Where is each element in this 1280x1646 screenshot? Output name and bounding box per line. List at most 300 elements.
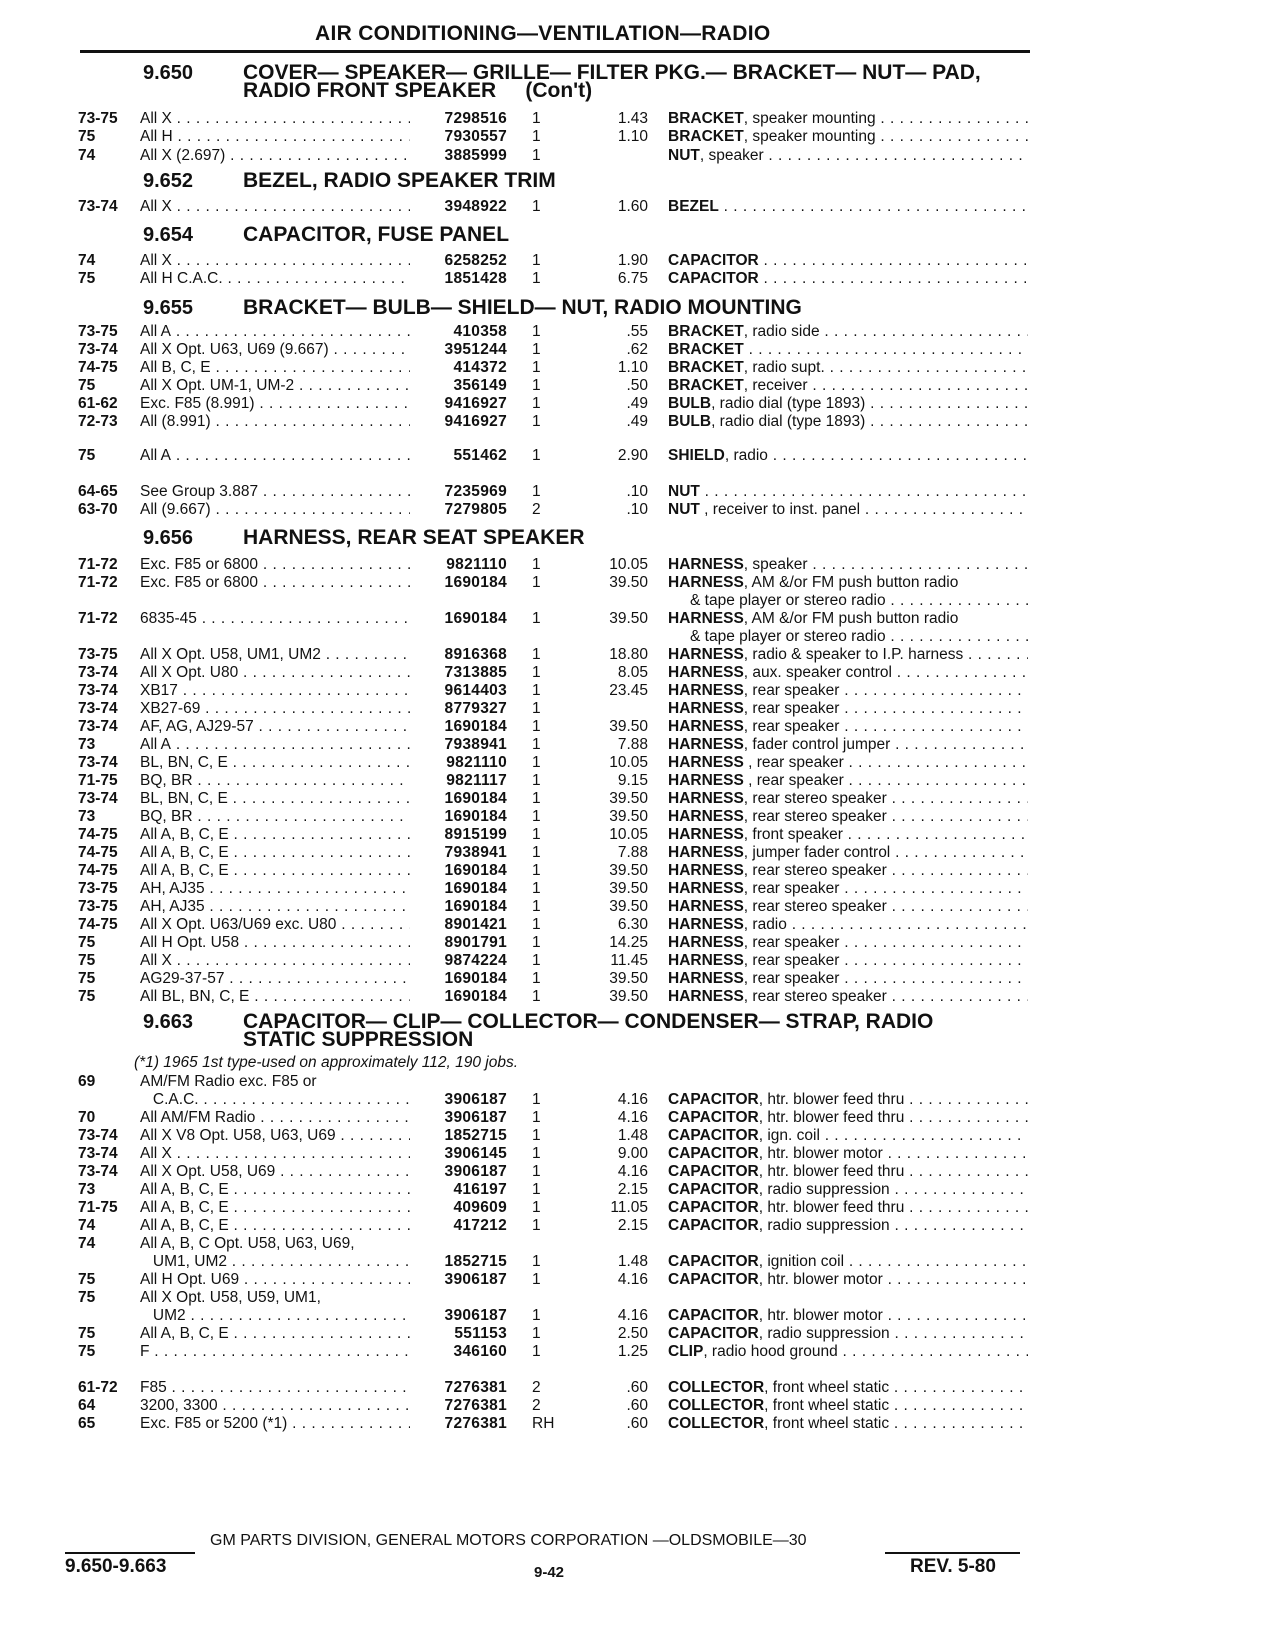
- part-row: [0, 340, 1280, 359]
- model-year: 73-74: [78, 790, 118, 807]
- part-detail: , receiver: [743, 377, 808, 394]
- model-year: 75: [78, 270, 96, 287]
- model-year: 73-74: [78, 198, 118, 215]
- part-name: HARNESS: [668, 610, 744, 627]
- model-year: 74: [78, 1217, 96, 1234]
- part-description: [668, 1090, 1028, 1109]
- part-number: 1690184: [444, 808, 507, 825]
- part-name: BULB: [668, 395, 712, 412]
- part-number: 1690184: [444, 970, 507, 987]
- model-year: 74-75: [78, 359, 118, 376]
- section-title: RADIO FRONT SPEAKER (Con't): [243, 79, 593, 102]
- part-row: [0, 969, 1280, 988]
- model-year: 73-75: [78, 880, 118, 897]
- part-detail: , radio & speaker to I.P. harness: [743, 646, 964, 663]
- part-description: [668, 197, 1028, 216]
- part-detail: , radio suppression: [758, 1181, 890, 1198]
- part-name: CAPACITOR: [668, 1091, 759, 1108]
- section-title: BRACKET— BULB— SHIELD— NUT, RADIO MOUNTING: [243, 296, 802, 319]
- section-title: BEZEL, RADIO SPEAKER TRIM: [243, 169, 556, 192]
- quantity: 1: [532, 1199, 541, 1216]
- model-year: 73: [78, 808, 96, 825]
- part-name: COLLECTOR: [668, 1415, 765, 1432]
- model-year: 75: [78, 1343, 96, 1360]
- part-row: [0, 1198, 1280, 1217]
- part-name: HARNESS: [668, 556, 744, 573]
- price: 10.05: [609, 556, 648, 573]
- price: .55: [626, 323, 648, 340]
- price: 39.50: [609, 574, 648, 591]
- part-number: 7930557: [444, 128, 507, 145]
- application: All X (2.697) . . .: [140, 146, 410, 165]
- application: C.A.C. . . .: [140, 1090, 410, 1109]
- application: BQ, BR . . .: [140, 807, 410, 826]
- price: 4.16: [617, 1271, 648, 1288]
- part-number: 7313885: [444, 664, 507, 681]
- part-row: [0, 127, 1280, 146]
- application: All X Opt. UM-1, UM-2 . . .: [140, 376, 410, 395]
- part-name: CAPACITOR: [668, 1253, 759, 1270]
- part-number: 7276381: [444, 1397, 507, 1414]
- model-year: 73-74: [78, 700, 118, 717]
- part-description: [668, 127, 1028, 146]
- part-number: 1690184: [444, 898, 507, 915]
- part-name: HARNESS: [668, 880, 744, 897]
- part-description: [668, 915, 1028, 934]
- part-detail: , speaker mounting: [743, 110, 876, 127]
- part-number: 356149: [453, 377, 507, 394]
- quantity: 1: [532, 844, 541, 861]
- part-name: HARNESS: [668, 952, 744, 969]
- part-description: [668, 681, 1028, 700]
- price: 10.05: [609, 826, 648, 843]
- quantity: 1: [532, 1145, 541, 1162]
- part-number: 7938941: [444, 736, 507, 753]
- part-row: [0, 1180, 1280, 1199]
- price: 18.80: [609, 646, 648, 663]
- quantity: 1: [532, 646, 541, 663]
- part-name: HARNESS: [668, 754, 744, 771]
- part-name: HARNESS: [668, 790, 744, 807]
- part-number: 9821110: [446, 754, 507, 771]
- part-name: BRACKET: [668, 110, 744, 127]
- price: 6.75: [617, 270, 648, 287]
- part-detail: , htr. blower motor: [758, 1307, 883, 1324]
- price: 14.25: [609, 934, 648, 951]
- price: 39.50: [609, 988, 648, 1005]
- quantity: 1: [532, 754, 541, 771]
- part-detail: , rear speaker: [743, 718, 840, 735]
- part-number: 3951244: [444, 341, 507, 358]
- part-name: HARNESS: [668, 664, 744, 681]
- part-number: 3948922: [444, 198, 507, 215]
- price: 4.16: [617, 1163, 648, 1180]
- part-detail-continuation: & tape player or stereo radio . . .: [690, 627, 1028, 646]
- price: .62: [626, 341, 648, 358]
- part-description: [668, 251, 1028, 270]
- price: 7.88: [617, 736, 648, 753]
- model-year: 70: [78, 1109, 96, 1126]
- part-description: [668, 645, 1028, 664]
- part-number: 7938941: [444, 844, 507, 861]
- part-description: [668, 735, 1028, 754]
- application: All A . . .: [140, 446, 410, 465]
- quantity: 1: [532, 341, 541, 358]
- model-year: 75: [78, 377, 96, 394]
- price: 1.25: [617, 1343, 648, 1360]
- model-year: 73-75: [78, 110, 118, 127]
- application: All H . . .: [140, 127, 410, 146]
- quantity: 1: [532, 483, 541, 500]
- application: F . . .: [140, 1342, 410, 1361]
- part-row: [0, 1324, 1280, 1343]
- price: 2.50: [617, 1325, 648, 1342]
- application: Exc. F85 or 6800 . . .: [140, 573, 410, 592]
- quantity: 1: [532, 682, 541, 699]
- part-detail: , speaker mounting: [743, 128, 876, 145]
- part-number: 3906187: [444, 1271, 507, 1288]
- application: All X Opt. U58, U69 . . .: [140, 1162, 410, 1181]
- part-number: 1690184: [444, 574, 507, 591]
- part-name: HARNESS: [668, 844, 744, 861]
- model-year: 73-75: [78, 898, 118, 915]
- application: XB27-69 . . .: [140, 699, 410, 718]
- section-note: (*1) 1965 1st type-used on approximately 112, 190 jobs.: [134, 1054, 519, 1071]
- part-number: 9416927: [444, 413, 507, 430]
- application: All X Opt. U80 . . .: [140, 663, 410, 682]
- application: All A, B, C, E . . .: [140, 843, 410, 862]
- section-number: 9.650: [143, 62, 194, 84]
- quantity: 1: [532, 413, 541, 430]
- price: 4.16: [617, 1307, 648, 1324]
- part-row-continuation: [0, 627, 1280, 646]
- part-detail: , rear speaker: [743, 880, 840, 897]
- part-name: CAPACITOR: [668, 252, 759, 269]
- part-description: [668, 1306, 1028, 1325]
- part-row: [0, 500, 1280, 519]
- quantity: 1: [532, 610, 541, 627]
- part-row: [0, 951, 1280, 970]
- price: 1.48: [617, 1127, 648, 1144]
- part-row: [0, 358, 1280, 377]
- part-detail: , radio dial (type 1893): [711, 395, 866, 412]
- quantity: 1: [532, 862, 541, 879]
- price: 2.15: [617, 1217, 648, 1234]
- model-year: 73: [78, 736, 96, 753]
- part-row: [0, 394, 1280, 413]
- quantity: 1: [532, 252, 541, 269]
- application: 3200, 3300 . . .: [140, 1396, 410, 1415]
- price: 1.48: [617, 1253, 648, 1270]
- part-description: [668, 771, 1028, 790]
- application: All X . . .: [140, 197, 410, 216]
- price: 1.90: [617, 252, 648, 269]
- part-number: 9416927: [444, 395, 507, 412]
- part-number: 7276381: [444, 1415, 507, 1432]
- part-number: 1690184: [444, 862, 507, 879]
- part-row: [0, 1216, 1280, 1235]
- quantity: 1: [532, 447, 541, 464]
- part-description: [668, 987, 1028, 1006]
- part-number: 9821110: [446, 556, 507, 573]
- quantity: 1: [532, 1325, 541, 1342]
- quantity: 1: [532, 270, 541, 287]
- part-description: [668, 146, 1028, 165]
- part-name: CAPACITOR: [668, 1271, 759, 1288]
- part-name: CAPACITOR: [668, 1325, 759, 1342]
- part-description: [668, 1126, 1028, 1145]
- part-number: 416197: [453, 1181, 507, 1198]
- section-title: COVER— SPEAKER— GRILLE— FILTER PKG.— BRACKET— NUT— PAD,: [243, 61, 981, 84]
- part-name: CAPACITOR: [668, 1109, 759, 1126]
- application: All BL, BN, C, E . . .: [140, 987, 410, 1006]
- part-row: [0, 197, 1280, 216]
- price: 1.10: [617, 359, 648, 376]
- footer-page-number: 9-42: [534, 1564, 565, 1581]
- part-number: 9821117: [446, 772, 507, 789]
- quantity: 1: [532, 826, 541, 843]
- part-name: CAPACITOR: [668, 1217, 759, 1234]
- application: XB17 . . .: [140, 681, 410, 700]
- application: All A, B, C, E . . .: [140, 1324, 410, 1343]
- model-year: 75: [78, 1325, 96, 1342]
- part-row: [0, 1270, 1280, 1289]
- model-year: 75: [78, 934, 96, 951]
- part-number: 8901791: [444, 934, 507, 951]
- model-year: 75: [78, 970, 96, 987]
- part-row: [0, 771, 1280, 790]
- part-description: [668, 269, 1028, 288]
- section-number: 9.652: [143, 170, 194, 192]
- part-row: [0, 1072, 1280, 1091]
- part-detail: , rear speaker: [743, 754, 844, 771]
- part-description: [668, 1198, 1028, 1217]
- application: AG29-37-57 . . .: [140, 969, 410, 988]
- part-number: 409609: [453, 1199, 507, 1216]
- model-year: 69: [78, 1073, 96, 1090]
- part-number: 9614403: [444, 682, 507, 699]
- part-name: NUT: [668, 147, 700, 164]
- model-year: 64: [78, 1397, 96, 1414]
- model-year: 73-74: [78, 682, 118, 699]
- part-name: HARNESS: [668, 682, 744, 699]
- part-description: [668, 789, 1028, 808]
- model-year: 73-74: [78, 1163, 118, 1180]
- part-number: 1690184: [444, 988, 507, 1005]
- application: All (9.667) . . .: [140, 500, 410, 519]
- part-description: [668, 1252, 1028, 1271]
- part-detail: , rear stereo speaker: [743, 898, 887, 915]
- part-number: 417212: [453, 1217, 507, 1234]
- part-row: [0, 109, 1280, 128]
- quantity: 1: [532, 808, 541, 825]
- part-number: 346160: [453, 1343, 507, 1360]
- application: All H Opt. U58 . . .: [140, 933, 410, 952]
- part-row: [0, 861, 1280, 880]
- part-detail: , rear speaker: [743, 700, 840, 717]
- part-row: [0, 573, 1280, 592]
- quantity: 1: [532, 952, 541, 969]
- section-number: 9.663: [143, 1011, 194, 1033]
- part-detail: , speaker: [743, 556, 808, 573]
- quantity: 1: [532, 1163, 541, 1180]
- quantity: 1: [532, 772, 541, 789]
- quantity: 1: [532, 1343, 541, 1360]
- part-detail: , rear speaker: [743, 772, 844, 789]
- part-row: [0, 879, 1280, 898]
- part-name: CLIP: [668, 1343, 704, 1360]
- price: 1.10: [617, 128, 648, 145]
- part-number: 7235969: [444, 483, 507, 500]
- part-description: [668, 753, 1028, 772]
- price: 23.45: [609, 682, 648, 699]
- price: 4.16: [617, 1091, 648, 1108]
- part-row: [0, 446, 1280, 465]
- part-detail: , htr. blower motor: [758, 1145, 883, 1162]
- part-detail: , radio supt.: [743, 359, 825, 376]
- quantity: 1: [532, 147, 541, 164]
- part-name: NUT: [668, 501, 700, 518]
- part-description: [668, 482, 1028, 501]
- price: 39.50: [609, 970, 648, 987]
- part-number: 9874224: [444, 952, 507, 969]
- part-name: CAPACITOR: [668, 1307, 759, 1324]
- application: All (8.991) . . .: [140, 412, 410, 431]
- application: AH, AJ35 . . .: [140, 879, 410, 898]
- price: 39.50: [609, 898, 648, 915]
- part-description: [668, 843, 1028, 862]
- part-row: [0, 1162, 1280, 1181]
- application: All H Opt. U69 . . .: [140, 1270, 410, 1289]
- quantity: 1: [532, 1307, 541, 1324]
- part-description: [668, 879, 1028, 898]
- application: All A . . .: [140, 735, 410, 754]
- part-row: [0, 251, 1280, 270]
- part-row: [0, 717, 1280, 736]
- part-row: [0, 1252, 1280, 1271]
- quantity: 2: [532, 1397, 541, 1414]
- model-year: 61-72: [78, 1379, 118, 1396]
- quantity: 1: [532, 880, 541, 897]
- part-detail: , htr. blower feed thru: [758, 1163, 905, 1180]
- quantity: 2: [532, 501, 541, 518]
- part-detail: , radio side: [743, 323, 820, 340]
- part-number: 3906187: [444, 1163, 507, 1180]
- part-number: 551462: [453, 447, 507, 464]
- application: Exc. F85 or 6800 . . .: [140, 555, 410, 574]
- part-row: [0, 1144, 1280, 1163]
- part-name: CAPACITOR: [668, 270, 759, 287]
- part-description: [668, 1162, 1028, 1181]
- part-description: [668, 1324, 1028, 1343]
- part-number: 3885999: [444, 147, 507, 164]
- section-number: 9.656: [143, 527, 194, 549]
- part-row: [0, 1306, 1280, 1325]
- part-detail: , htr. blower feed thru: [758, 1091, 905, 1108]
- part-name: BRACKET: [668, 359, 744, 376]
- application: All A, B, C, E . . .: [140, 825, 410, 844]
- part-detail: , rear stereo speaker: [743, 862, 887, 879]
- part-detail: , htr. blower feed thru: [758, 1109, 905, 1126]
- model-year: 63-70: [78, 501, 118, 518]
- part-detail: , radio: [724, 447, 768, 464]
- part-number: 1690184: [444, 718, 507, 735]
- part-detail: , rear speaker: [743, 682, 840, 699]
- section-number: 9.655: [143, 297, 194, 319]
- model-year: 75: [78, 988, 96, 1005]
- part-description: [668, 969, 1028, 988]
- part-detail: , htr. blower motor: [758, 1271, 883, 1288]
- part-description: [668, 446, 1028, 465]
- application: All A, B, C, E . . .: [140, 861, 410, 880]
- price: 1.60: [617, 198, 648, 215]
- model-year: 65: [78, 1415, 96, 1432]
- price: 39.50: [609, 880, 648, 897]
- part-detail: , ign. coil: [758, 1127, 820, 1144]
- part-row: [0, 1396, 1280, 1415]
- part-detail: , rear speaker: [743, 952, 840, 969]
- part-number: 8901421: [444, 916, 507, 933]
- part-row: [0, 645, 1280, 664]
- part-number: 7276381: [444, 1379, 507, 1396]
- part-name: CAPACITOR: [668, 1163, 759, 1180]
- part-description: [668, 1108, 1028, 1127]
- part-description: [668, 555, 1028, 574]
- part-number: 3906187: [444, 1307, 507, 1324]
- application: All AM/FM Radio . . .: [140, 1108, 410, 1127]
- model-year: 75: [78, 447, 96, 464]
- part-description: [668, 109, 1028, 128]
- part-detail: , jumper fader control: [743, 844, 891, 861]
- part-number: 6258252: [444, 252, 507, 269]
- part-name: HARNESS: [668, 772, 744, 789]
- part-detail: , radio suppression: [758, 1325, 890, 1342]
- part-description: [668, 322, 1028, 341]
- quantity: 1: [532, 198, 541, 215]
- part-detail: , front speaker: [743, 826, 843, 843]
- part-name: BRACKET: [668, 128, 744, 145]
- quantity: 1: [532, 1109, 541, 1126]
- price: 11.45: [610, 952, 648, 969]
- price: 39.50: [609, 718, 648, 735]
- price: 2.15: [617, 1181, 648, 1198]
- part-description: [668, 1216, 1028, 1235]
- part-row: [0, 1414, 1280, 1433]
- page-header: AIR CONDITIONING—VENTILATION—RADIO: [315, 22, 771, 45]
- part-description: [668, 394, 1028, 413]
- part-name: BEZEL: [668, 198, 719, 215]
- application: All X Opt. U63, U69 (9.667) . . .: [140, 340, 410, 359]
- part-detail: , front wheel static: [764, 1397, 890, 1414]
- application: All X Opt. U63/U69 exc. U80 . . .: [140, 915, 410, 934]
- part-description: [668, 412, 1028, 431]
- model-year: 73-74: [78, 1127, 118, 1144]
- quantity: 1: [532, 916, 541, 933]
- part-number: 8779327: [444, 700, 507, 717]
- part-detail: , receiver to inst. panel: [699, 501, 861, 518]
- application: AM/FM Radio exc. F85 or: [140, 1073, 317, 1090]
- part-name: HARNESS: [668, 988, 744, 1005]
- part-row: [0, 735, 1280, 754]
- model-year: 73: [78, 1181, 96, 1198]
- part-detail: , rear stereo speaker: [743, 808, 887, 825]
- part-name: CAPACITOR: [668, 1127, 759, 1144]
- part-row: [0, 555, 1280, 574]
- part-row: [0, 1234, 1280, 1253]
- quantity: 1: [532, 395, 541, 412]
- part-number: 3906145: [444, 1145, 507, 1162]
- application: All X . . .: [140, 951, 410, 970]
